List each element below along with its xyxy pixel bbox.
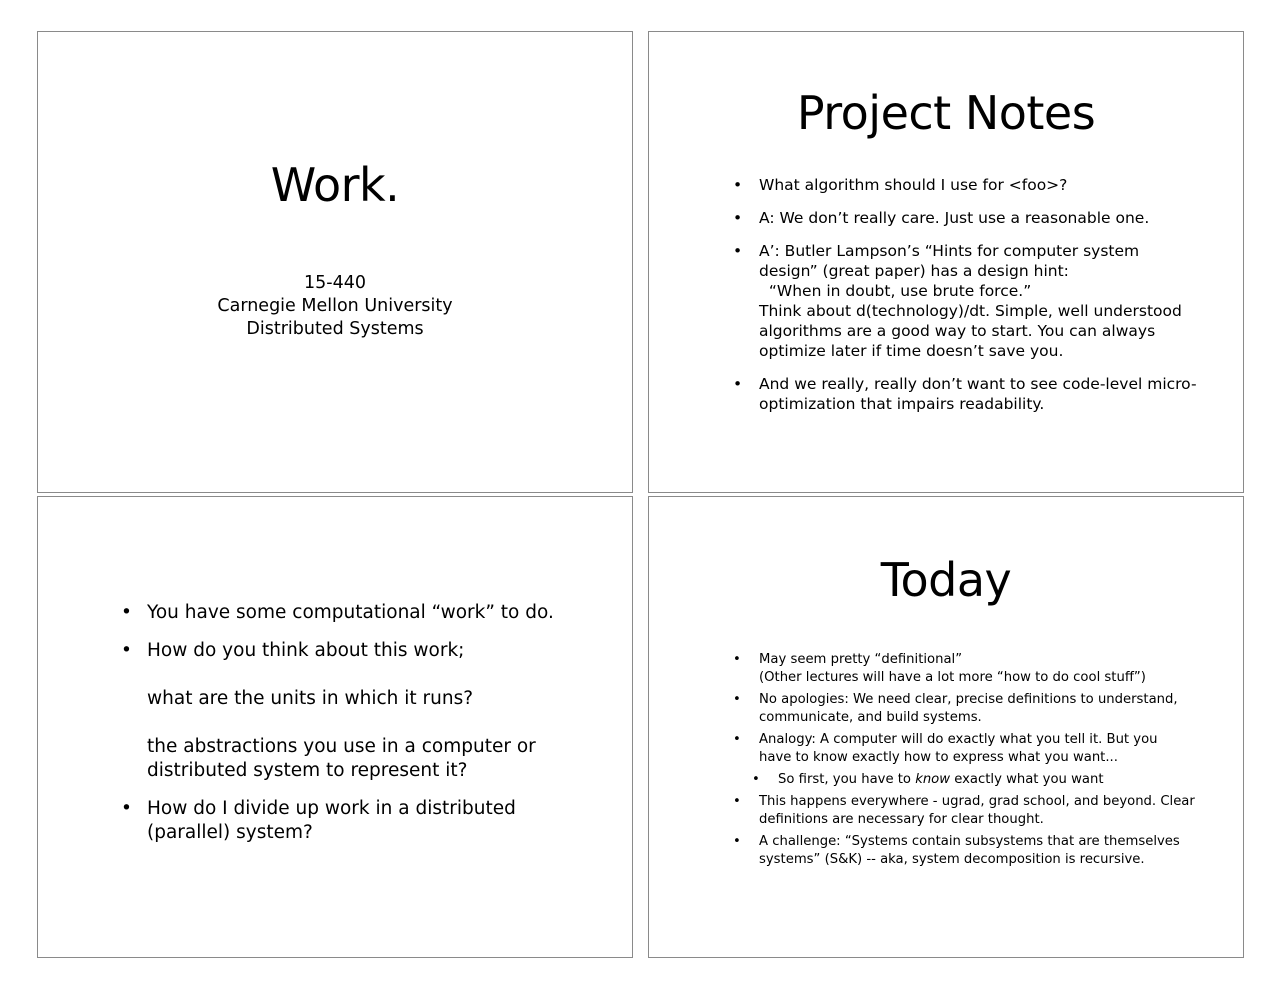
bullet-text: You have some computational “work” to do. [147,602,554,623]
bullet-text: distributed system to represent it? [147,760,468,781]
emphasis-text: know [915,772,951,787]
bullet-list [121,601,617,859]
bullet-icon: • [733,209,743,227]
bullet-item [121,601,617,625]
bullet-item [733,374,1229,414]
bullet-icon: • [121,640,132,661]
slide-title: Project Notes [796,86,1096,140]
bullet-text: And we really, really don’t want to see code-level micro- [759,375,1197,393]
bullet-icon: • [733,176,743,194]
bullet-icon: • [733,652,741,667]
slide-title: Today [880,553,1012,607]
bullet-item [733,833,1229,869]
bullet-text [778,771,1229,789]
bullet-item [733,208,1229,228]
bullet-text: Think about d(technology)/dt. Simple, well understood [759,302,1182,320]
bullet-text: No apologies: We need clear, precise definitions to understand, [759,692,1178,707]
slide-subtitle [38,272,632,341]
bullet-icon: • [121,602,132,623]
text-segment: So first, you have to [778,772,916,787]
bullet-item [733,241,1229,361]
bullet-item [733,691,1229,727]
bullet-item [733,731,1229,767]
university-name: Carnegie Mellon University [217,296,453,316]
bullet-icon: • [733,242,743,260]
course-subject: Distributed Systems [246,319,424,339]
sub-bullet-item [752,771,1229,789]
spacer [147,711,617,735]
course-number: 15-440 [304,273,366,293]
bullet-text: definitions are necessary for clear thought. [759,812,1044,827]
bullet-icon: • [733,692,741,707]
bullet-item [733,175,1229,195]
bullet-text: have to know exactly how to express what you want... [759,750,1118,765]
bullet-text: (Other lectures will have a lot more “how to do cool stuff”) [759,670,1146,685]
bullet-text: optimize later if time doesn’t save you. [759,342,1064,360]
bullet-text: How do you think about this work; [147,640,465,661]
slide-today [648,496,1244,958]
bullet-item [121,797,617,845]
bullet-text: Analogy: A computer will do exactly what you tell it. But you [759,732,1158,747]
bullet-text: What algorithm should I use for <foo>? [759,176,1068,194]
bullet-text: A: We don’t really care. Just use a reasonable one. [759,209,1150,227]
bullet-item [733,793,1229,829]
bullet-text: systems” (S&K) -- aka, system decomposition is recursive. [759,852,1145,867]
bullet-item [733,651,1229,687]
slide-project-notes [648,31,1244,493]
bullet-icon: • [733,794,741,809]
bullet-text: what are the units in which it runs? [147,688,474,709]
bullet-icon: • [733,375,743,393]
slide-work-questions [37,496,633,958]
bullet-list [733,651,1229,873]
bullet-icon: • [752,772,760,787]
slide-work-title [37,31,633,493]
bullet-list [733,175,1229,427]
bullet-icon: • [121,798,132,819]
bullet-text: design” (great paper) has a design hint: [759,262,1069,280]
bullet-item [121,639,617,783]
quote-text: “When in doubt, use brute force.” [759,282,1032,300]
bullet-text: A’: Butler Lampson’s “Hints for computer system [759,242,1140,260]
bullet-text: May seem pretty “definitional” [759,652,963,667]
slide-title: Work. [270,158,400,212]
bullet-text: How do I divide up work in a distributed [147,798,516,819]
text-segment: exactly what you want [950,772,1104,787]
bullet-text: optimization that impairs readability. [759,395,1045,413]
bullet-text: algorithms are a good way to start. You can always [759,322,1156,340]
bullet-text: (parallel) system? [147,822,313,843]
bullet-text: communicate, and build systems. [759,710,982,725]
bullet-icon: • [733,732,741,747]
bullet-text: A challenge: “Systems contain subsystems that are themselves [759,834,1180,849]
spacer [147,663,617,687]
bullet-text: This happens everywhere - ugrad, grad school, and beyond. Clear [759,794,1195,809]
bullet-icon: • [733,834,741,849]
bullet-text: the abstractions you use in a computer or [147,736,536,757]
